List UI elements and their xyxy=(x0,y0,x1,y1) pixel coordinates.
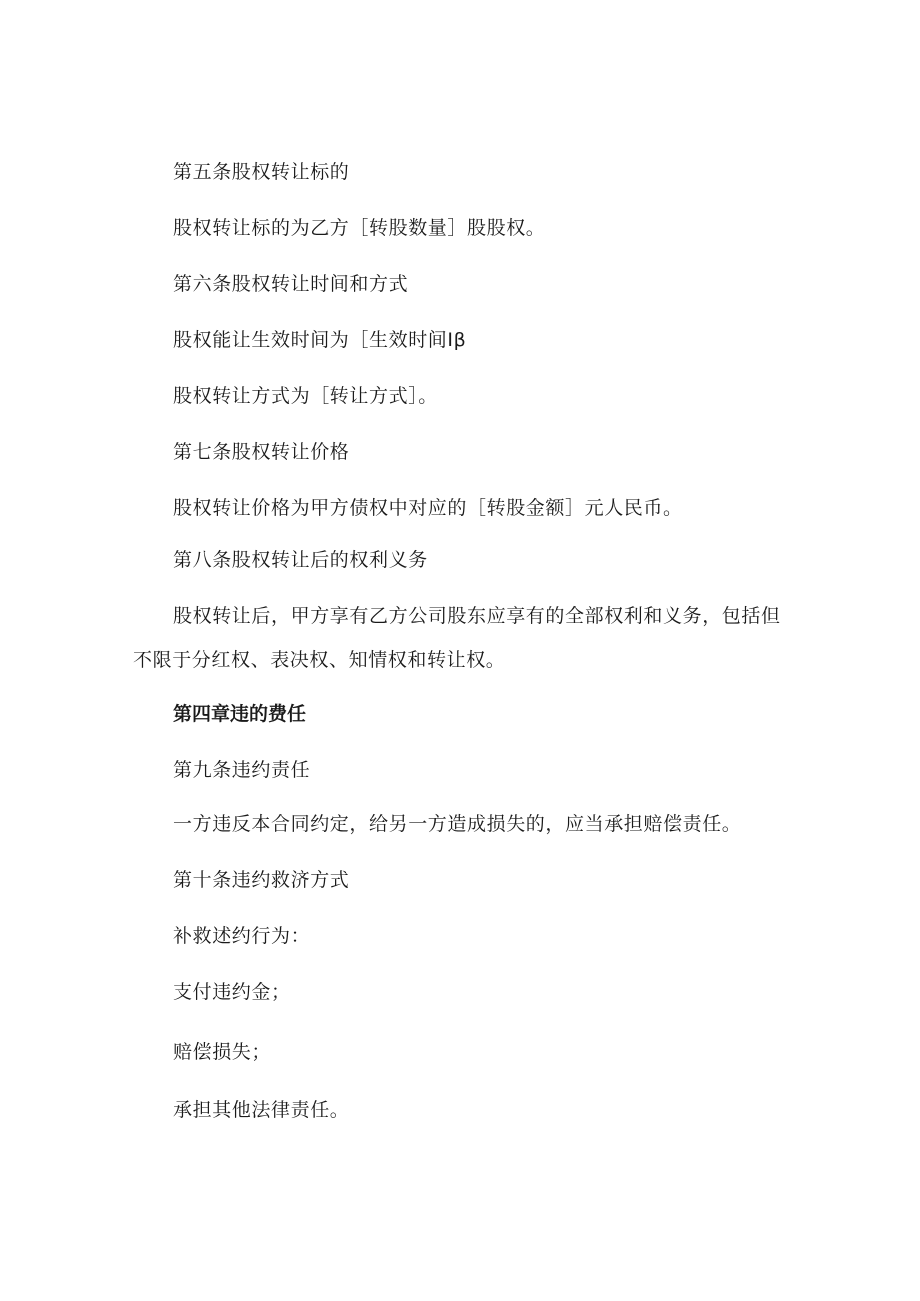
article-9-heading: 第九条违约责任 xyxy=(173,759,311,781)
remedy-item-2: 支付违约金； xyxy=(173,981,291,1003)
article-6-heading: 第六条股权转让时间和方式 xyxy=(173,273,409,295)
article-6-transfer-method: 股权转让方式为［转让方式］。 xyxy=(173,385,438,407)
article-5-heading: 第五条股权转让标的 xyxy=(173,161,350,183)
article-8-paragraph: 股权转让后，甲方享有乙方公司股东应享有的全部权利和义务，包括但不限于分红权、表决权、知情权和转让权。 xyxy=(133,605,781,671)
article-7-text: 股权转让价格为甲方债权中对应的［转股金额］元人民币。 xyxy=(173,497,683,519)
article-9-text: 一方违反本合同约定，给另一方造成损失的，应当承担赔偿责任。 xyxy=(173,813,742,835)
remedy-item-1: 补救述约行为： xyxy=(173,925,311,947)
article-7-heading: 第七条股权转让价格 xyxy=(173,441,350,463)
article-5-text: 股权转让标的为乙方［转股数量］股股权。 xyxy=(173,217,546,239)
article-8-heading: 第八条股权转让后的权利义务 xyxy=(173,549,428,571)
remedy-item-3: 赔偿损失； xyxy=(173,1041,272,1063)
chapter-4-title: 第四章违的费任 xyxy=(173,703,307,725)
article-10-heading: 第十条违约救济方式 xyxy=(173,869,350,891)
article-6-effective-time: 股权能让生效时间为［生效时间Iβ xyxy=(173,329,467,351)
remedy-item-4: 承担其他法律责任。 xyxy=(173,1099,350,1121)
